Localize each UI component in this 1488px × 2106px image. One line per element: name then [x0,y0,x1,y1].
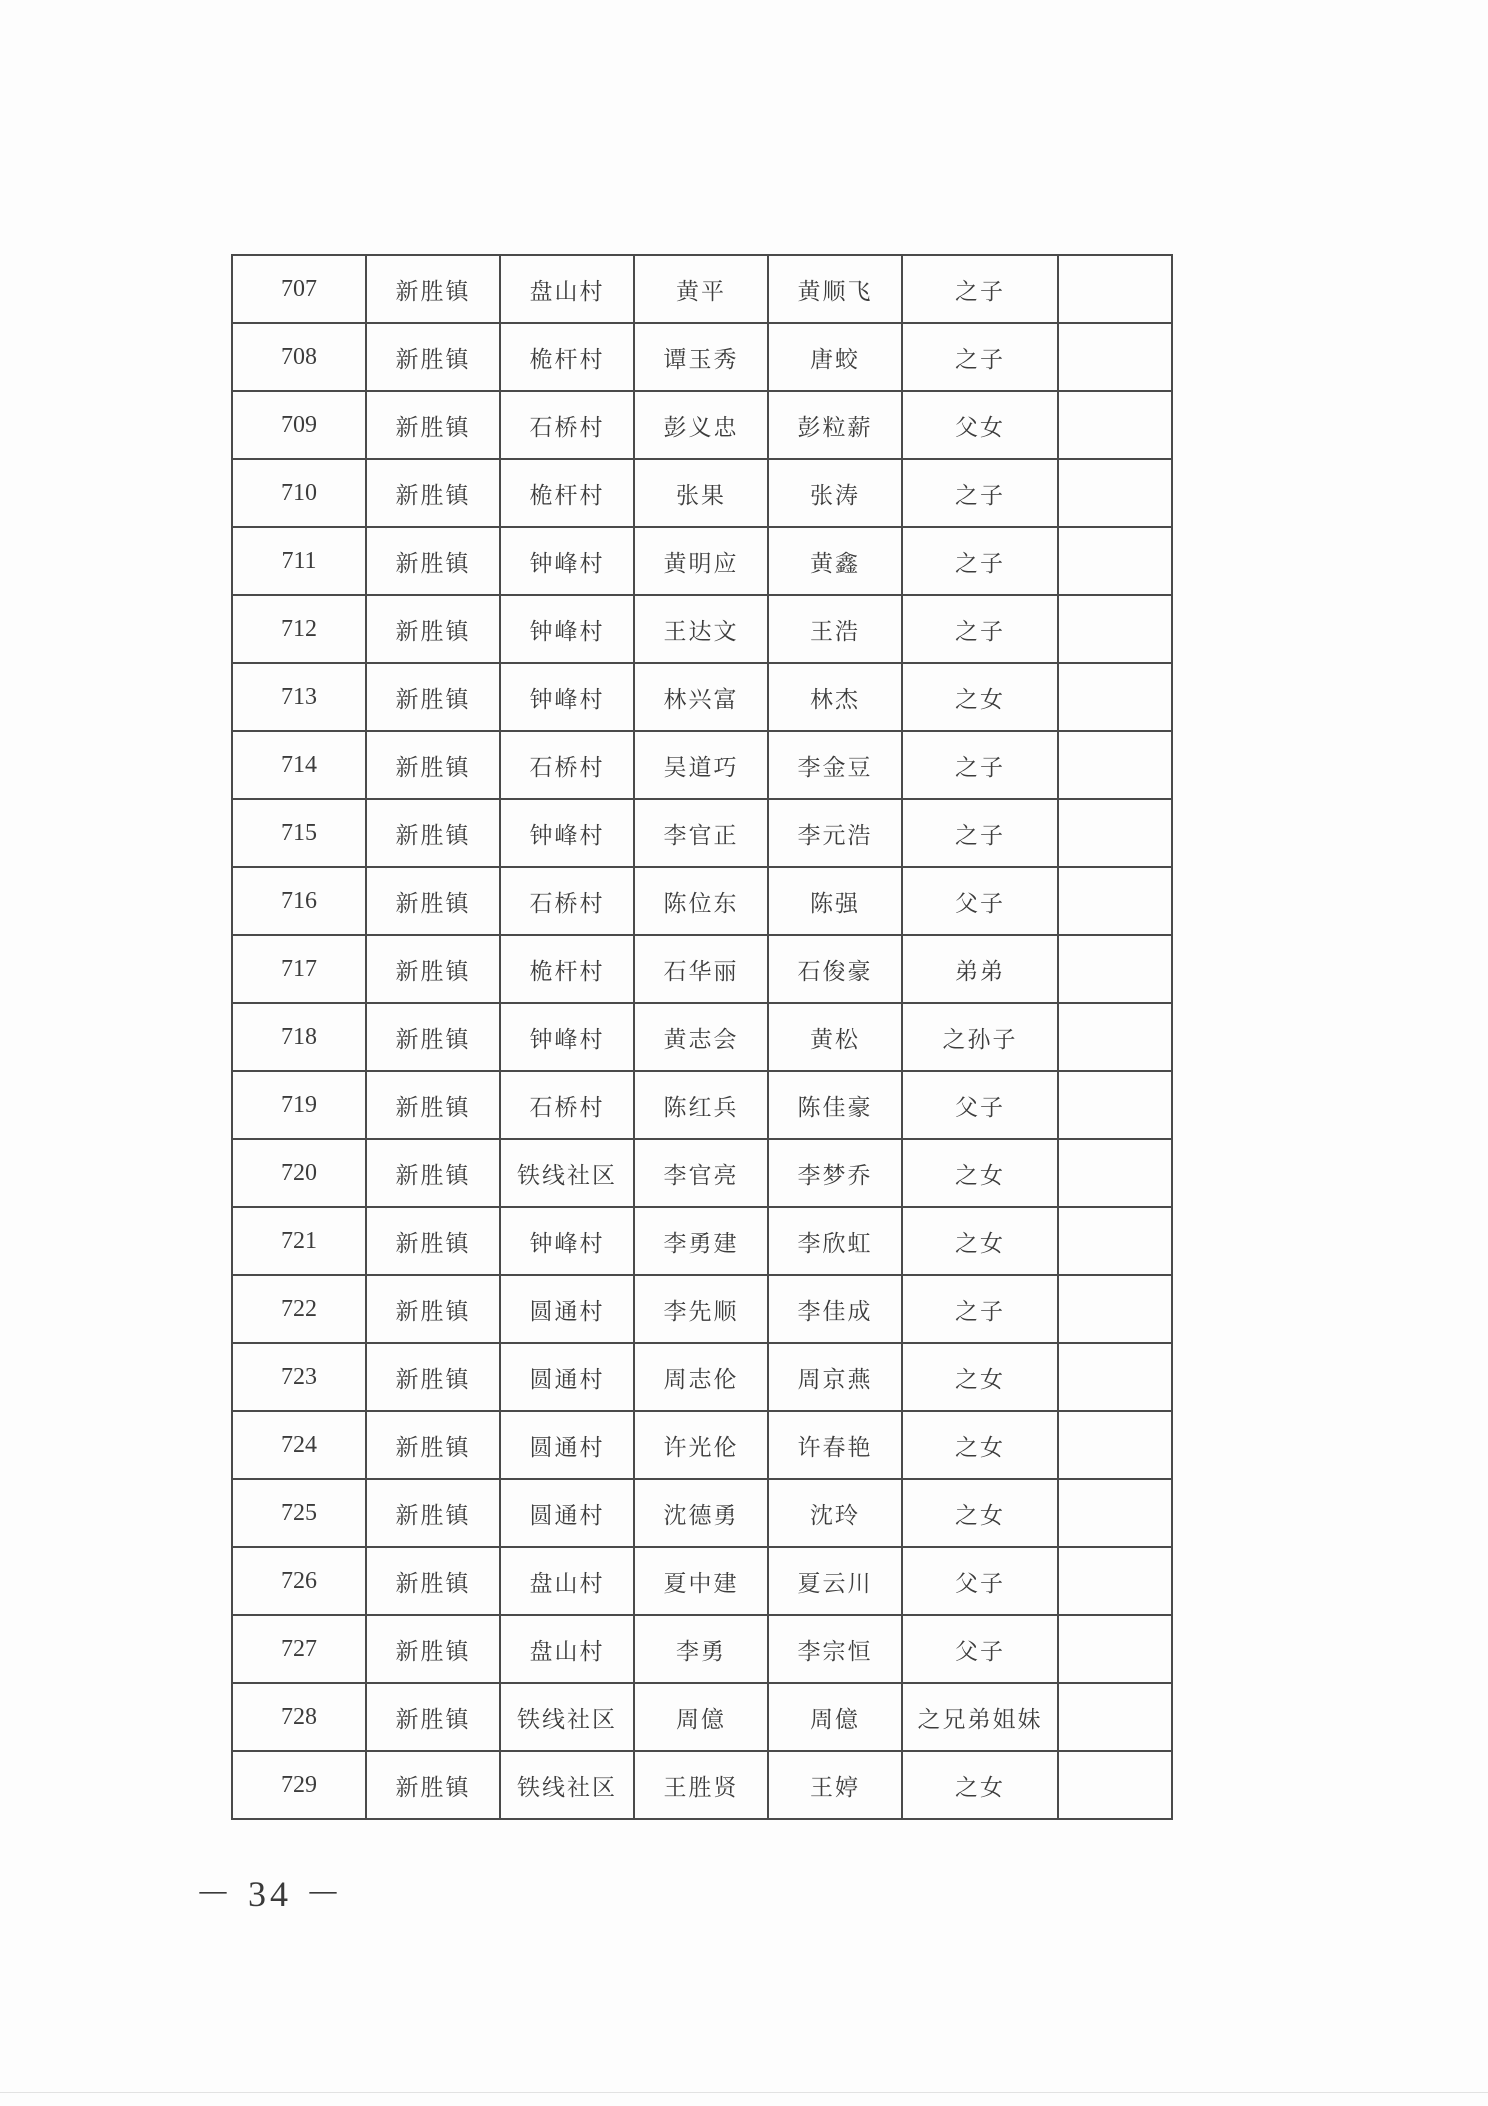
remark-cell [1058,935,1172,1003]
row-number-cell: 711 [232,527,366,595]
village-cell: 石桥村 [500,867,634,935]
table-row [232,935,1172,1003]
relationship-cell: 之女 [902,1139,1058,1207]
table-row [232,459,1172,527]
table-row [232,1003,1172,1071]
name-cell: 吴道巧 [634,731,768,799]
village-cell: 桅杆村 [500,459,634,527]
relative-name-cell: 彭粒薪 [768,391,902,459]
village-cell: 钟峰村 [500,1003,634,1071]
remark-cell [1058,1683,1172,1751]
relationship-cell: 之子 [902,323,1058,391]
name-cell: 李官正 [634,799,768,867]
village-cell: 盘山村 [500,1615,634,1683]
village-cell: 盘山村 [500,255,634,323]
table-row [232,1683,1172,1751]
table-row [232,1275,1172,1343]
row-number-cell: 714 [232,731,366,799]
name-cell: 王胜贤 [634,1751,768,1819]
row-number-cell: 721 [232,1207,366,1275]
row-number-cell: 720 [232,1139,366,1207]
relative-name-cell: 周京燕 [768,1343,902,1411]
name-cell: 林兴富 [634,663,768,731]
relationship-cell: 弟弟 [902,935,1058,1003]
relative-name-cell: 黄松 [768,1003,902,1071]
town-cell: 新胜镇 [366,1547,500,1615]
remark-cell [1058,1751,1172,1819]
village-cell: 圆通村 [500,1479,634,1547]
relative-name-cell: 黄顺飞 [768,255,902,323]
table-row [232,867,1172,935]
table-row [232,1479,1172,1547]
relative-name-cell: 沈玲 [768,1479,902,1547]
name-cell: 李先顺 [634,1275,768,1343]
table-row [232,799,1172,867]
row-number-cell: 708 [232,323,366,391]
remark-cell [1058,1207,1172,1275]
remark-cell [1058,255,1172,323]
remark-cell [1058,391,1172,459]
remark-cell [1058,1615,1172,1683]
table-row [232,1343,1172,1411]
relative-name-cell: 陈强 [768,867,902,935]
table-row [232,1411,1172,1479]
town-cell: 新胜镇 [366,867,500,935]
name-cell: 彭义忠 [634,391,768,459]
town-cell: 新胜镇 [366,1003,500,1071]
table-row [232,595,1172,663]
town-cell: 新胜镇 [366,799,500,867]
row-number-cell: 716 [232,867,366,935]
village-cell: 铁线社区 [500,1683,634,1751]
roster-table [231,254,1173,1820]
relationship-cell: 父女 [902,391,1058,459]
table-row [232,1615,1172,1683]
name-cell: 夏中建 [634,1547,768,1615]
name-cell: 陈红兵 [634,1071,768,1139]
village-cell: 石桥村 [500,731,634,799]
relative-name-cell: 王浩 [768,595,902,663]
remark-cell [1058,1139,1172,1207]
remark-cell [1058,867,1172,935]
row-number-cell: 725 [232,1479,366,1547]
relative-name-cell: 张涛 [768,459,902,527]
row-number-cell: 719 [232,1071,366,1139]
remark-cell [1058,1479,1172,1547]
village-cell: 石桥村 [500,391,634,459]
town-cell: 新胜镇 [366,1615,500,1683]
row-number-cell: 723 [232,1343,366,1411]
bottom-rule [0,2092,1488,2093]
relationship-cell: 之女 [902,1343,1058,1411]
table-row [232,1071,1172,1139]
town-cell: 新胜镇 [366,1343,500,1411]
relationship-cell: 之子 [902,459,1058,527]
name-cell: 张果 [634,459,768,527]
relative-name-cell: 李佳成 [768,1275,902,1343]
town-cell: 新胜镇 [366,935,500,1003]
village-cell: 钟峰村 [500,663,634,731]
town-cell: 新胜镇 [366,1479,500,1547]
remark-cell [1058,527,1172,595]
row-number-cell: 710 [232,459,366,527]
relative-name-cell: 许春艳 [768,1411,902,1479]
relative-name-cell: 王婷 [768,1751,902,1819]
remark-cell [1058,731,1172,799]
name-cell: 黄明应 [634,527,768,595]
town-cell: 新胜镇 [366,255,500,323]
relationship-cell: 父子 [902,867,1058,935]
town-cell: 新胜镇 [366,1411,500,1479]
table-row [232,731,1172,799]
relative-name-cell: 周億 [768,1683,902,1751]
name-cell: 周億 [634,1683,768,1751]
relative-name-cell: 李欣虹 [768,1207,902,1275]
relative-name-cell: 李元浩 [768,799,902,867]
name-cell: 黄平 [634,255,768,323]
remark-cell [1058,1071,1172,1139]
relative-name-cell: 陈佳豪 [768,1071,902,1139]
row-number-cell: 707 [232,255,366,323]
table-row [232,1547,1172,1615]
town-cell: 新胜镇 [366,1071,500,1139]
relationship-cell: 之子 [902,595,1058,663]
village-cell: 圆通村 [500,1275,634,1343]
name-cell: 李官亮 [634,1139,768,1207]
village-cell: 桅杆村 [500,935,634,1003]
relationship-cell: 之子 [902,731,1058,799]
table-row [232,323,1172,391]
relative-name-cell: 李金豆 [768,731,902,799]
remark-cell [1058,1411,1172,1479]
village-cell: 铁线社区 [500,1139,634,1207]
relative-name-cell: 夏云川 [768,1547,902,1615]
row-number-cell: 717 [232,935,366,1003]
name-cell: 黄志会 [634,1003,768,1071]
name-cell: 李勇建 [634,1207,768,1275]
town-cell: 新胜镇 [366,1683,500,1751]
table-row [232,1751,1172,1819]
relationship-cell: 之子 [902,1275,1058,1343]
relationship-cell: 之女 [902,1479,1058,1547]
row-number-cell: 722 [232,1275,366,1343]
relative-name-cell: 唐蛟 [768,323,902,391]
relationship-cell: 父子 [902,1071,1058,1139]
relative-name-cell: 林杰 [768,663,902,731]
row-number-cell: 724 [232,1411,366,1479]
remark-cell [1058,323,1172,391]
town-cell: 新胜镇 [366,391,500,459]
remark-cell [1058,1343,1172,1411]
remark-cell [1058,1275,1172,1343]
row-number-cell: 728 [232,1683,366,1751]
relationship-cell: 之孙子 [902,1003,1058,1071]
page-number: － 34 － [195,1874,346,1914]
name-cell: 沈德勇 [634,1479,768,1547]
town-cell: 新胜镇 [366,1139,500,1207]
relative-name-cell: 李梦乔 [768,1139,902,1207]
village-cell: 钟峰村 [500,1207,634,1275]
row-number-cell: 709 [232,391,366,459]
name-cell: 王达文 [634,595,768,663]
table-row [232,1207,1172,1275]
relationship-cell: 之女 [902,663,1058,731]
village-cell: 盘山村 [500,1547,634,1615]
row-number-cell: 729 [232,1751,366,1819]
town-cell: 新胜镇 [366,663,500,731]
relationship-cell: 之女 [902,1207,1058,1275]
village-cell: 铁线社区 [500,1751,634,1819]
village-cell: 圆通村 [500,1343,634,1411]
village-cell: 钟峰村 [500,527,634,595]
town-cell: 新胜镇 [366,595,500,663]
village-cell: 钟峰村 [500,595,634,663]
town-cell: 新胜镇 [366,323,500,391]
table-row [232,1139,1172,1207]
town-cell: 新胜镇 [366,1751,500,1819]
relationship-cell: 之女 [902,1751,1058,1819]
town-cell: 新胜镇 [366,731,500,799]
remark-cell [1058,459,1172,527]
row-number-cell: 718 [232,1003,366,1071]
name-cell: 陈位东 [634,867,768,935]
table-row [232,527,1172,595]
row-number-cell: 727 [232,1615,366,1683]
town-cell: 新胜镇 [366,527,500,595]
roster-table-body [232,255,1172,1819]
relationship-cell: 父子 [902,1547,1058,1615]
row-number-cell: 715 [232,799,366,867]
name-cell: 谭玉秀 [634,323,768,391]
remark-cell [1058,595,1172,663]
remark-cell [1058,1003,1172,1071]
row-number-cell: 713 [232,663,366,731]
name-cell: 李勇 [634,1615,768,1683]
village-cell: 圆通村 [500,1411,634,1479]
relationship-cell: 之女 [902,1411,1058,1479]
table-row [232,391,1172,459]
relationship-cell: 之子 [902,799,1058,867]
town-cell: 新胜镇 [366,459,500,527]
relationship-cell: 之兄弟姐妹 [902,1683,1058,1751]
remark-cell [1058,1547,1172,1615]
town-cell: 新胜镇 [366,1207,500,1275]
row-number-cell: 726 [232,1547,366,1615]
relationship-cell: 之子 [902,527,1058,595]
relative-name-cell: 石俊豪 [768,935,902,1003]
relative-name-cell: 李宗恒 [768,1615,902,1683]
name-cell: 石华丽 [634,935,768,1003]
row-number-cell: 712 [232,595,366,663]
town-cell: 新胜镇 [366,1275,500,1343]
table-row [232,663,1172,731]
relationship-cell: 之子 [902,255,1058,323]
village-cell: 钟峰村 [500,799,634,867]
relationship-cell: 父子 [902,1615,1058,1683]
remark-cell [1058,799,1172,867]
relative-name-cell: 黄鑫 [768,527,902,595]
village-cell: 石桥村 [500,1071,634,1139]
name-cell: 周志伦 [634,1343,768,1411]
name-cell: 许光伦 [634,1411,768,1479]
remark-cell [1058,663,1172,731]
village-cell: 桅杆村 [500,323,634,391]
table-row [232,255,1172,323]
